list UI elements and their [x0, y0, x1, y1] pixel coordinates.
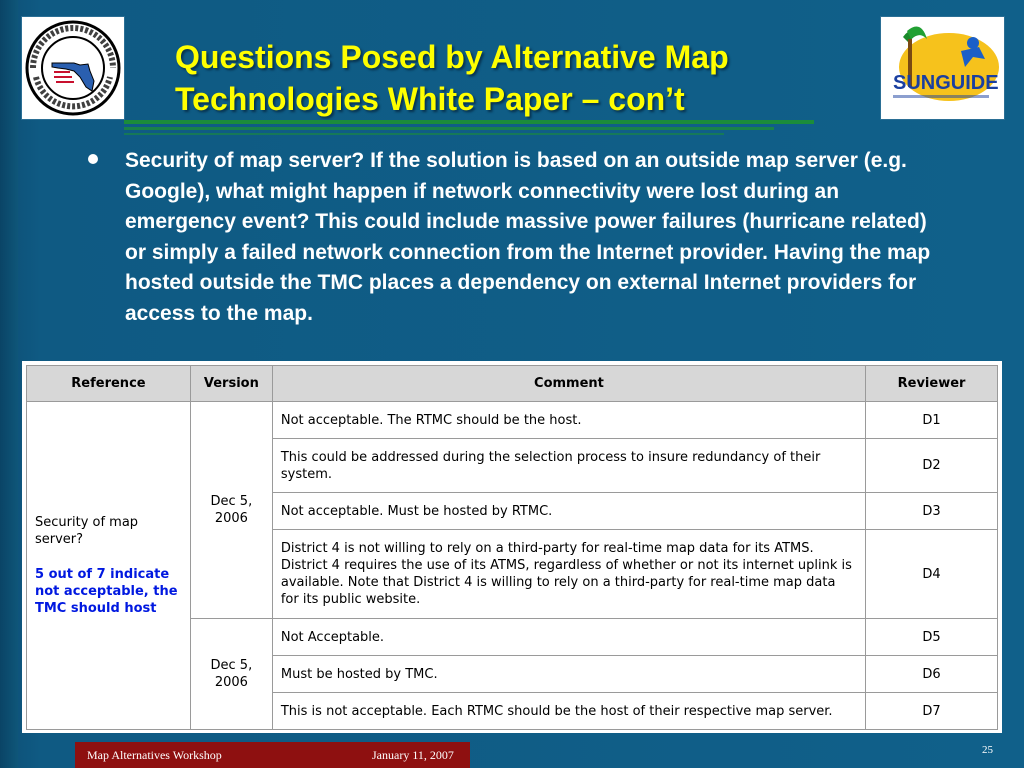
reviewer-cell: D6 [866, 656, 998, 693]
col-header-comment: Comment [272, 366, 865, 402]
title-line-2: Technologies White Paper – con’t [175, 81, 685, 117]
col-header-reference: Reference [27, 366, 191, 402]
sunguide-logo [880, 16, 1005, 120]
comment-cell: Not acceptable. The RTMC should be the host. [272, 402, 865, 439]
comment-cell: District 4 is not willing to rely on a third-party for real-time map data for its ATMS. District 4 requires the use of its ATMS, regardless of whether or not its internet uplink is available. Note that District 4 is willing to rely on a third-party for real-time map data for its public website. [272, 530, 865, 619]
bullet-dot-icon [88, 154, 98, 164]
footer-date: January 11, 2007 [372, 748, 454, 762]
reviewer-cell: D5 [866, 619, 998, 656]
review-table [26, 365, 998, 730]
footer-workshop-name: Map Alternatives Workshop [87, 748, 222, 762]
version-cell: Dec 5, 2006 [190, 402, 272, 619]
reference-note: 5 out of 7 indicate not acceptable, the TMC should host [35, 567, 178, 616]
title-underline-2 [124, 127, 774, 130]
title-underline [124, 120, 814, 124]
reference-cell [27, 402, 191, 730]
fdot-seal-logo [21, 16, 125, 120]
title-underline-3 [124, 133, 724, 135]
comment-cell: Must be hosted by TMC. [272, 656, 865, 693]
left-accent-band [0, 0, 18, 768]
comment-cell: Not Acceptable. [272, 619, 865, 656]
reviewer-cell: D7 [866, 693, 998, 730]
table-header-row [27, 366, 998, 402]
col-header-reviewer: Reviewer [866, 366, 998, 402]
bullet-point [88, 146, 948, 329]
footer-bar [75, 742, 470, 768]
comment-cell: This is not acceptable. Each RTMC should be the host of their respective map server. [272, 693, 865, 730]
reviewer-cell: D4 [866, 530, 998, 619]
title-line-1: Questions Posed by Alternative Map [175, 39, 729, 75]
bullet-text: Security of map server? If the solution is based on an outside map server (e.g. Google), what might happen if network connectivity were lost during an emergency event? This could include massive power failures (hurricane related) or simply a failed network connection from the Internet provider. Having the map hosted outside the TMC places a dependency on external Internet providers for access to the map. [125, 149, 931, 325]
reviewer-cell: D2 [866, 439, 998, 493]
reviewer-cell: D3 [866, 493, 998, 530]
reference-text: Security of map server? [35, 515, 139, 547]
review-table-frame [22, 361, 1002, 733]
comment-cell: This could be addressed during the selection process to insure redundancy of their system. [272, 439, 865, 493]
comment-cell: Not acceptable. Must be hosted by RTMC. [272, 493, 865, 530]
col-header-version: Version [190, 366, 272, 402]
sunguide-wordmark: SUNGUIDE [893, 72, 999, 94]
table-row [27, 402, 998, 439]
slide-title [175, 36, 865, 120]
reviewer-cell: D1 [866, 402, 998, 439]
version-cell: Dec 5, 2006 [190, 619, 272, 730]
page-number: 25 [982, 744, 993, 756]
